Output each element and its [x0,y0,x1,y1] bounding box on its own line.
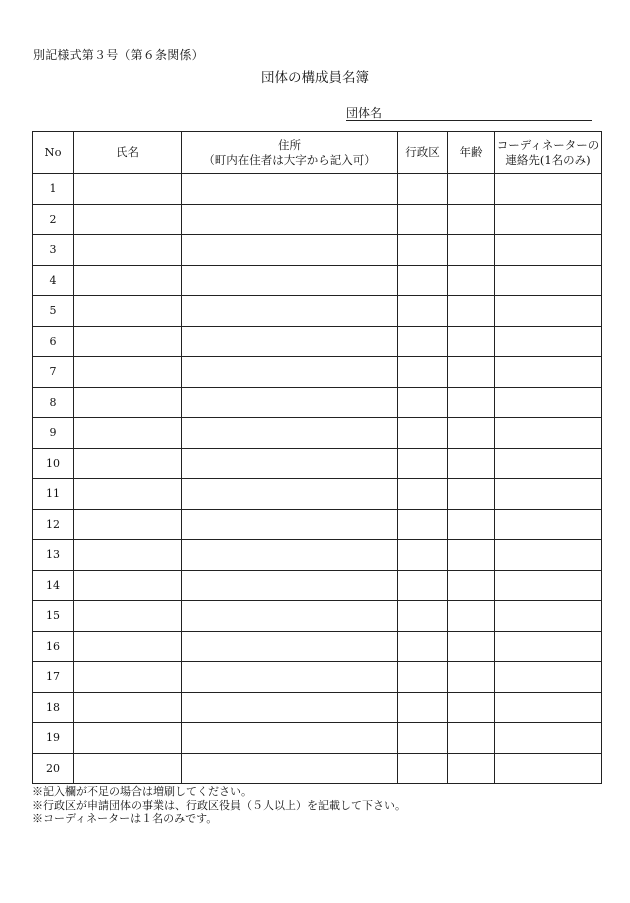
district-cell[interactable] [398,509,448,540]
table-row [33,387,602,418]
row-number-cell: 17 [33,662,74,693]
age-cell[interactable] [448,204,495,235]
coordinator-contact-cell[interactable] [495,296,602,327]
coordinator-contact-cell[interactable] [495,723,602,754]
age-cell[interactable] [448,570,495,601]
district-cell[interactable] [398,204,448,235]
age-cell[interactable] [448,357,495,388]
coordinator-contact-cell[interactable] [495,357,602,388]
name-cell[interactable] [74,265,182,296]
table-row [33,479,602,510]
group-name-label: 団体名 [346,106,383,120]
district-cell[interactable] [398,692,448,723]
coordinator-contact-cell[interactable] [495,326,602,357]
row-number-cell: 16 [33,631,74,662]
footnote: ※行政区が申請団体の事業は、行政区役員（５人以上）を記載して下さい。 [32,798,406,812]
footnotes [32,785,406,826]
coordinator-contact-cell[interactable] [495,387,602,418]
name-cell[interactable] [74,357,182,388]
age-cell[interactable] [448,601,495,632]
district-cell[interactable] [398,265,448,296]
district-cell[interactable] [398,387,448,418]
district-cell[interactable] [398,326,448,357]
row-number-cell: 7 [33,357,74,388]
district-cell[interactable] [398,235,448,266]
table-row [33,448,602,479]
table-row [33,540,602,571]
district-cell[interactable] [398,601,448,632]
age-cell[interactable] [448,479,495,510]
district-cell[interactable] [398,296,448,327]
age-cell[interactable] [448,540,495,571]
name-cell[interactable] [74,479,182,510]
coordinator-contact-cell[interactable] [495,570,602,601]
column-header-district: 行政区 [398,132,448,174]
column-header-age: 年齢 [448,132,495,174]
name-cell[interactable] [74,601,182,632]
district-cell[interactable] [398,357,448,388]
district-cell[interactable] [398,723,448,754]
coordinator-header-line2: 連絡先(1名のみ) [505,152,591,167]
name-cell[interactable] [74,662,182,693]
row-number-cell: 2 [33,204,74,235]
age-cell[interactable] [448,387,495,418]
name-cell[interactable] [74,753,182,784]
coordinator-contact-cell[interactable] [495,418,602,449]
name-cell[interactable] [74,204,182,235]
coordinator-contact-cell[interactable] [495,631,602,662]
row-number-cell: 13 [33,540,74,571]
table-row [33,418,602,449]
address-cell[interactable] [182,570,398,601]
age-cell[interactable] [448,509,495,540]
coordinator-contact-cell[interactable] [495,662,602,693]
row-number-cell: 8 [33,387,74,418]
column-header-coordinator [495,132,602,174]
age-cell[interactable] [448,753,495,784]
table-row [33,296,602,327]
table-row [33,570,602,601]
age-cell[interactable] [448,662,495,693]
name-cell[interactable] [74,235,182,266]
age-cell[interactable] [448,326,495,357]
coordinator-contact-cell[interactable] [495,174,602,205]
district-cell[interactable] [398,631,448,662]
coordinator-header-line1: コーディネーターの [496,137,600,152]
address-cell[interactable] [182,723,398,754]
age-cell[interactable] [448,418,495,449]
member-roster-table [32,131,602,784]
address-cell[interactable] [182,326,398,357]
coordinator-contact-cell[interactable] [495,479,602,510]
age-cell[interactable] [448,631,495,662]
coordinator-contact-cell[interactable] [495,265,602,296]
age-cell[interactable] [448,723,495,754]
age-cell[interactable] [448,692,495,723]
form-number: 別記様式第３号（第６条関係） [33,48,204,62]
district-cell[interactable] [398,662,448,693]
address-cell[interactable] [182,357,398,388]
footnote: ※コーディネーターは１名のみです。 [32,812,218,825]
table-row [33,509,602,540]
column-header-name: 氏名 [74,132,182,174]
column-header-no: No [33,132,74,174]
name-cell[interactable] [74,570,182,601]
row-number-cell: 12 [33,509,74,540]
table-row [33,601,602,632]
row-number-cell: 18 [33,692,74,723]
age-cell[interactable] [448,235,495,266]
name-cell[interactable] [74,418,182,449]
coordinator-contact-cell[interactable] [495,692,602,723]
row-number-cell: 9 [33,418,74,449]
row-number-cell: 10 [33,448,74,479]
coordinator-contact-cell[interactable] [495,235,602,266]
coordinator-contact-cell[interactable] [495,204,602,235]
footnote: ※記入欄が不足の場合は増刷してください。 [32,785,252,798]
row-number-cell: 5 [33,296,74,327]
address-cell[interactable] [182,448,398,479]
table-row [33,723,602,754]
table-row [33,235,602,266]
name-cell[interactable] [74,692,182,723]
name-cell[interactable] [74,448,182,479]
district-cell[interactable] [398,479,448,510]
age-cell[interactable] [448,448,495,479]
address-cell[interactable] [182,540,398,571]
name-cell[interactable] [74,631,182,662]
age-cell[interactable] [448,265,495,296]
name-cell[interactable] [74,326,182,357]
row-number-cell: 11 [33,479,74,510]
address-cell[interactable] [182,174,398,205]
table-row [33,265,602,296]
address-cell[interactable] [182,235,398,266]
coordinator-contact-cell[interactable] [495,753,602,784]
column-header-address [182,132,398,174]
table-row [33,662,602,693]
district-cell[interactable] [398,418,448,449]
coordinator-contact-cell[interactable] [495,448,602,479]
address-cell[interactable] [182,631,398,662]
page-title: 団体の構成員名簿 [261,70,369,86]
address-cell[interactable] [182,204,398,235]
district-cell[interactable] [398,540,448,571]
coordinator-contact-cell[interactable] [495,540,602,571]
table-header-row [33,132,602,174]
address-header-line2: （町内在住者は大字から記入可） [203,152,376,167]
address-cell[interactable] [182,265,398,296]
name-cell[interactable] [74,174,182,205]
row-number-cell: 6 [33,326,74,357]
address-cell[interactable] [182,479,398,510]
name-cell[interactable] [74,387,182,418]
table-row [33,204,602,235]
address-cell[interactable] [182,418,398,449]
row-number-cell: 1 [33,174,74,205]
row-number-cell: 4 [33,265,74,296]
table-row [33,753,602,784]
district-cell[interactable] [398,570,448,601]
name-cell[interactable] [74,296,182,327]
table-row [33,326,602,357]
row-number-cell: 15 [33,601,74,632]
row-number-cell: 19 [33,723,74,754]
address-cell[interactable] [182,296,398,327]
table-row [33,692,602,723]
table-row [33,631,602,662]
row-number-cell: 20 [33,753,74,784]
name-cell[interactable] [74,723,182,754]
coordinator-contact-cell[interactable] [495,601,602,632]
district-cell[interactable] [398,448,448,479]
table-row [33,357,602,388]
address-cell[interactable] [182,387,398,418]
name-cell[interactable] [74,509,182,540]
address-cell[interactable] [182,601,398,632]
table-row [33,174,602,205]
address-cell[interactable] [182,692,398,723]
age-cell[interactable] [448,296,495,327]
row-number-cell: 14 [33,570,74,601]
coordinator-contact-cell[interactable] [495,509,602,540]
district-cell[interactable] [398,174,448,205]
address-cell[interactable] [182,753,398,784]
group-name-field[interactable] [346,104,592,121]
row-number-cell: 3 [33,235,74,266]
address-header-line1: 住所 [278,137,301,152]
name-cell[interactable] [74,540,182,571]
address-cell[interactable] [182,662,398,693]
address-cell[interactable] [182,509,398,540]
age-cell[interactable] [448,174,495,205]
district-cell[interactable] [398,753,448,784]
